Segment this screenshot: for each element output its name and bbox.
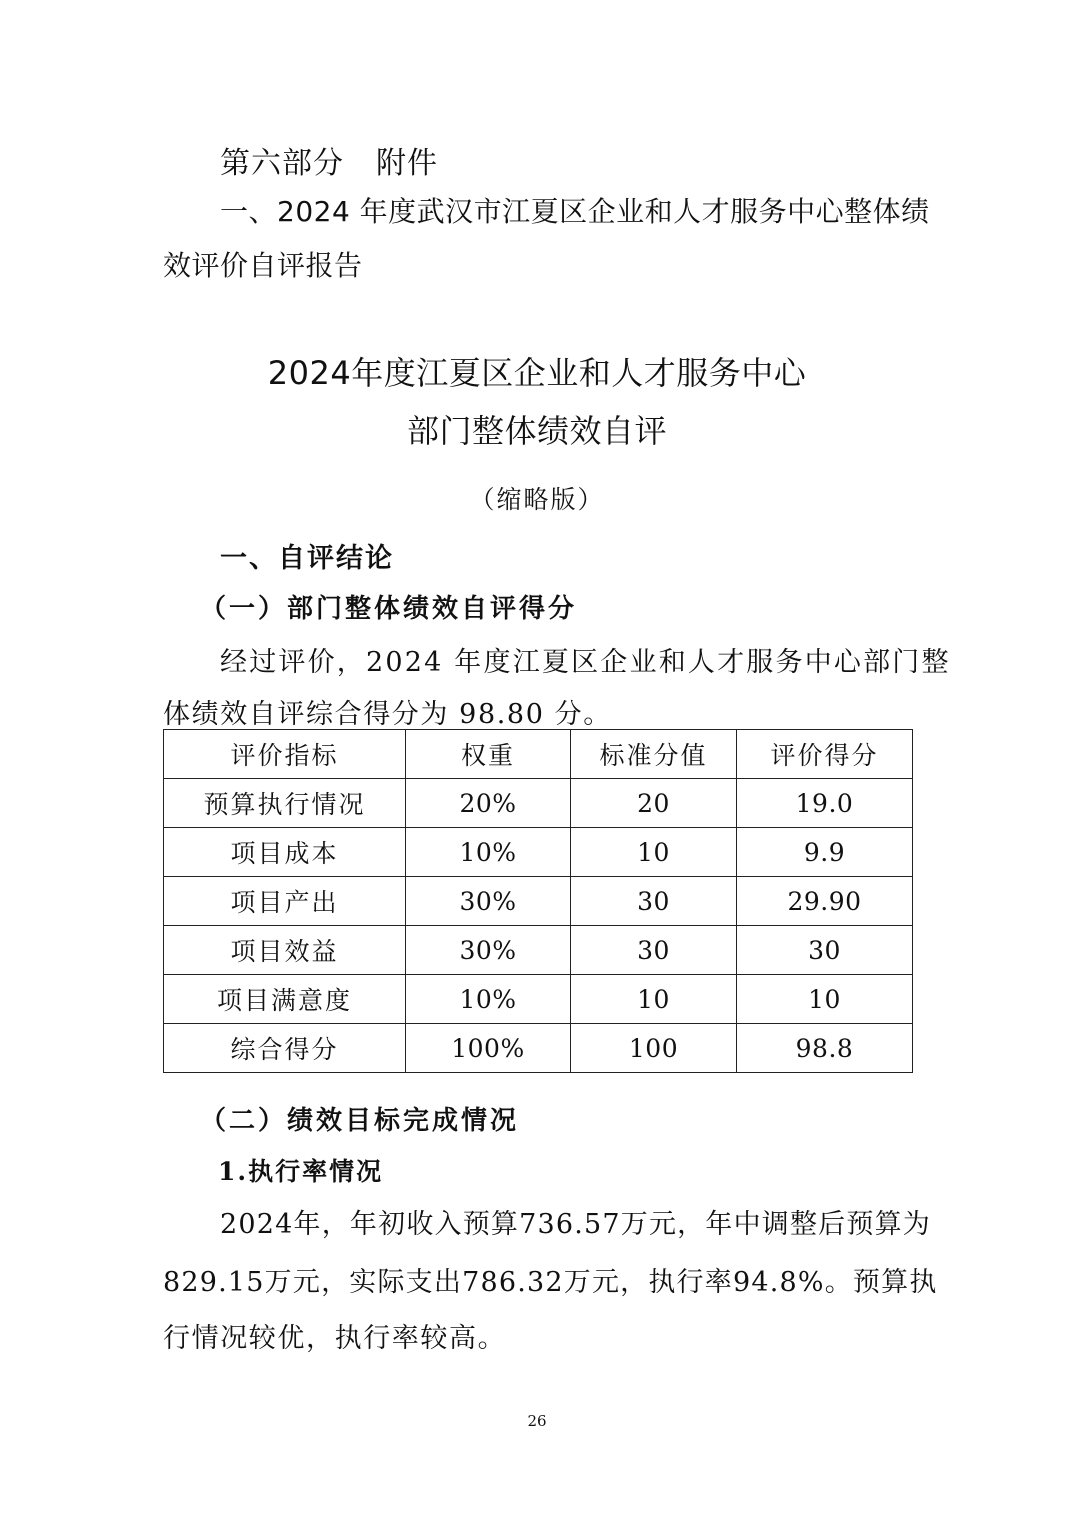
table-row	[164, 975, 913, 1024]
cell-weight: 100%	[406, 1024, 571, 1073]
cell-evaluated-score: 10	[737, 975, 913, 1024]
execution-paragraph-line2: 829.15万元，实际支出786.32万元，执行率94.8%。预算执	[163, 1267, 938, 1298]
part-title-name: 附件	[376, 146, 438, 181]
cell-indicator: 综合得分	[164, 1024, 406, 1073]
cell-weight: 10%	[406, 828, 571, 877]
score-table	[163, 729, 913, 1073]
cell-weight: 10%	[406, 975, 571, 1024]
attachment-title-line2: 效评价自评报告	[163, 249, 363, 282]
cell-indicator: 项目产出	[164, 877, 406, 926]
score-paragraph-line1: 经过评价，2024 年度江夏区企业和人才服务中心部门整	[220, 647, 951, 678]
cell-indicator: 项目满意度	[164, 975, 406, 1024]
report-title-line1: 2024年度江夏区企业和人才服务中心	[267, 354, 807, 392]
cell-standard-score: 10	[571, 975, 737, 1024]
section-heading-conclusion: 一、自评结论	[220, 543, 394, 574]
header-weight: 权重	[406, 730, 571, 779]
part-title-number: 第六部分	[220, 146, 344, 181]
part-title	[220, 138, 438, 182]
header-standard-score: 标准分值	[571, 730, 737, 779]
report-subtitle: （缩略版）	[469, 485, 605, 514]
cell-evaluated-score: 98.8	[737, 1024, 913, 1073]
cell-weight: 30%	[406, 877, 571, 926]
page-number: 26	[527, 1412, 547, 1430]
table-row	[164, 877, 913, 926]
execution-paragraph-line3: 行情况较优，执行率较高。	[163, 1323, 507, 1354]
cell-evaluated-score: 30	[737, 926, 913, 975]
report-title-line2: 部门整体绩效自评	[406, 412, 667, 450]
table-row	[164, 828, 913, 877]
subsection-heading-score: （一）部门整体绩效自评得分	[200, 594, 578, 624]
subsection-heading-goals: （二）绩效目标完成情况	[200, 1106, 520, 1136]
header-indicator: 评价指标	[164, 730, 406, 779]
cell-weight: 20%	[406, 779, 571, 828]
cell-standard-score: 30	[571, 926, 737, 975]
header-evaluated-score: 评价得分	[737, 730, 913, 779]
cell-indicator: 项目效益	[164, 926, 406, 975]
cell-standard-score: 100	[571, 1024, 737, 1073]
attachment-title-line1: 一、2024 年度武汉市江夏区企业和人才服务中心整体绩	[220, 195, 930, 228]
cell-standard-score: 10	[571, 828, 737, 877]
table-header-row	[164, 730, 913, 779]
execution-paragraph-line1: 2024年，年初收入预算736.57万元，年中调整后预算为	[220, 1209, 931, 1240]
table-row	[164, 926, 913, 975]
item-heading-execution-rate: 1.执行率情况	[218, 1157, 384, 1186]
cell-indicator: 项目成本	[164, 828, 406, 877]
score-paragraph-line2: 体绩效自评综合得分为 98.80 分。	[163, 699, 612, 730]
cell-indicator: 预算执行情况	[164, 779, 406, 828]
cell-weight: 30%	[406, 926, 571, 975]
table-row-total	[164, 1024, 913, 1073]
cell-standard-score: 20	[571, 779, 737, 828]
cell-evaluated-score: 9.9	[737, 828, 913, 877]
cell-standard-score: 30	[571, 877, 737, 926]
cell-evaluated-score: 29.90	[737, 877, 913, 926]
table-row	[164, 779, 913, 828]
cell-evaluated-score: 19.0	[737, 779, 913, 828]
